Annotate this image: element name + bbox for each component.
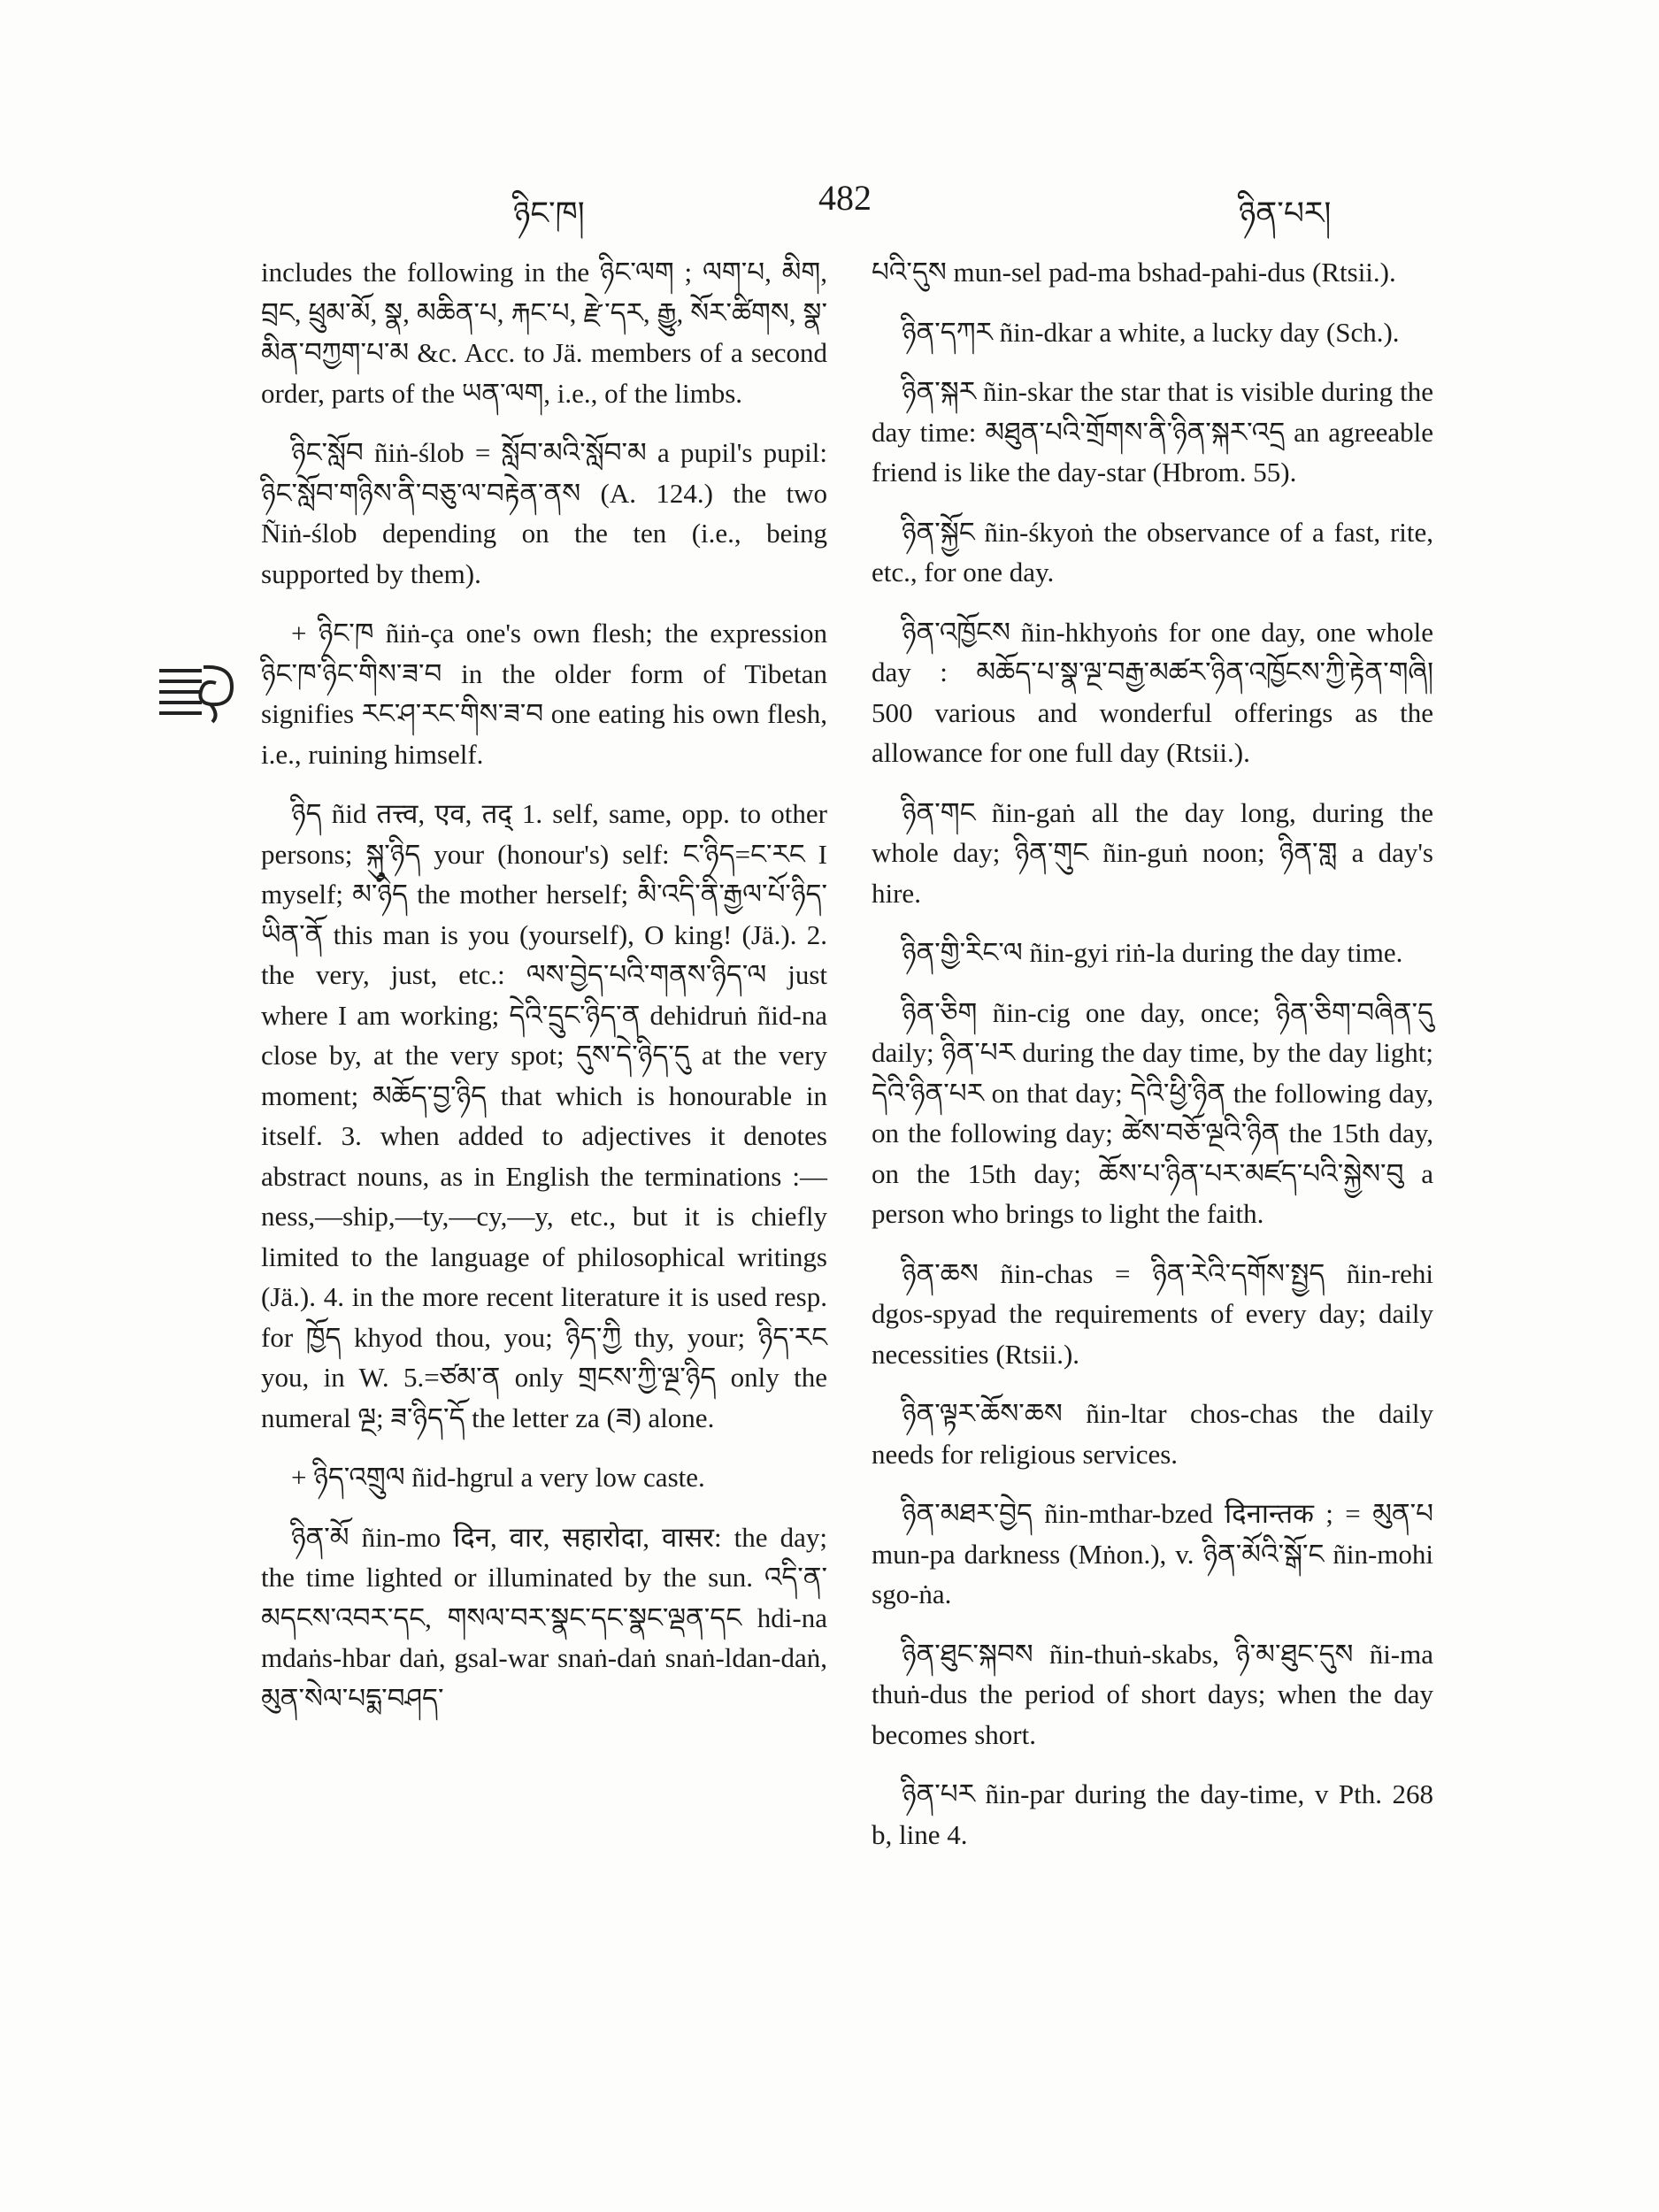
left-column [261,252,827,1738]
entry-nin-hkhyons: ཉིན་འཁྱོངས ñin-hkhyoṅs for one day, one whole day : མཆོད་པ་སྣ་ལྔ་བརྒྱ་མཚར་ཉིན་འཁྱོངས་ཀྱི་རྟེན་གཞི། 500 various and wonderful offerings as the allowance for one full day (Rtsii.). [872,616,1433,768]
entry-nin-ltar-chos-chas: ཉིན་ལྟར་ཆོས་ཆས ñin-ltar chos-chas the daily needs for religious services. [872,1398,1433,1470]
entry-nin-gyi-rin-la: ཉིན་གྱི་རིང་ལ ñin-gyi riṅ-la during the day time. [902,937,1403,968]
entry-nin-ca: + ཉིང་ཁ ñiṅ-ça one's own flesh; the expression ཉིང་ཁ་ཉིང་གིས་ཟ་བ in the older form of Tibetan signifies རང་ཤ་རང་གིས་ཟ་བ one eating his own flesh, i.e., ruining himself. [261,618,827,770]
entry-nin-gan: ཉིན་གང ñin-gaṅ all the day long, during the whole day; ཉིན་གུང ñin-guṅ noon; ཉིན་གླ a day's hire. [872,796,1433,909]
entry-nin-cig: ཉིན་ཅིག ñin-cig one day, once; ཉིན་ཅིག་བཞིན་དུ daily; ཉིན་པར during the day time, by the day light; དེའི་ཉིན་པར on that day; དེའི་ཕྱི་ཉིན the following day, on the following day; ཚེས་བཅོ་ལྔའི་ཉིན the 15th day, on the 15th day; ཆོས་པ་ཉིན་པར་མཛད་པའི་སྐྱེས་བུ a person who brings to light the faith. [872,996,1433,1229]
entry-nin-mo: ཉིན་མོ ñin-mo दिन, वार, सहारोदा, वासर: the day; the time lighted or illuminated by the sun. འདི་ན་མདངས་འབར་དང, གསལ་བར་སྣང་དང་སྣང་ལྡན་དང hdi-na mdaṅs-hbar daṅ, gsal-war snaṅ-daṅ snaṅ-ldan-daṅ, མུན་སེལ་པདྨ་བཤད་ [261,1521,827,1714]
header-left-term: ཉིང་ཁ། [513,196,585,232]
entry-nid-hgrul: + ཉིད་འགྲུལ ñid-hgrul a very low caste. [291,1462,705,1493]
entry-nin-mo-continuation: པའི་དུས mun-sel pad-ma bshad-pahi-dus (Rtsii.). [872,257,1396,288]
entry-nin-skyon: ཉིན་སྐྱོང ñin-śkyoṅ the observance of a fast, rite, etc., for one day. [872,516,1433,588]
entry-limbs-continuation: includes the following in the ཉིང་ལག ; ལག་པ, མིག, བྲང, ཕྲུམ་མོ, སྣ, མཆིན་པ, རྐང་པ, རྫེ་དར, རྒྱུ, སོར་ཚིགས, སྣ་མིན་བཀྱག་པ་མ &c. Acc. to Jä. members of a second order, parts of the ཡན་ལག, i.e., of the limbs. [261,257,827,409]
entry-nin-skar: ཉིན་སྐར ñin-skar the star that is visible during the day time: མཐུན་པའི་གྲོགས་ནི་ཉིན་སྐར་འདྲ an agreeable friend is like the day-star (Hbrom. 55). [872,376,1433,488]
entry-nin-par: ཉིན་པར ñin-par during the day-time, v Pth. 268 b, line 4. [872,1778,1433,1850]
entry-nin-slob: ཉིང་སློབ ñiṅ-ślob = སློབ་མའི་སློབ་མ a pupil's pupil: ཉིང་སློབ་གཉིས་ནི་བཅུ་ལ་བརྟེན་ནས (A. 124.) the two Ñiṅ-ślob depending on the ten (i.e., being supported by them). [261,437,827,589]
entry-nin-mthar-bzed: ཉིན་མཐར་བྱེད ñin-mthar-bzed दिनान्तक ; = མུན་པ mun-pa darkness (Mṅon.), v. ཉིན་མོའི་སྒོ་ང ñin-mohi sgo-ṅa. [872,1498,1433,1609]
page-header [495,177,1433,230]
entry-nin-dkar: ཉིན་དཀར ñin-dkar a white, a lucky day (Sch.). [902,316,1400,348]
entry-nin-thun-skabs: ཉིན་ཐུང་སྐབས ñin-thuṅ-skabs, ཉི་མ་ཐུང་དུས ñi-ma thuṅ-dus the period of short days; when the day becomes short. [872,1638,1433,1750]
entry-nin-chas: ཉིན་ཆས ñin-chas = ཉིན་རེའི་དགོས་སྤྱད ñin-rehi dgos-spyad the requirements of every day; daily necessities (Rtsii.). [872,1257,1433,1370]
header-right-term: ཉིན་པར། [1239,196,1332,232]
page-number: 482 [818,178,872,218]
right-column [872,252,1433,1874]
entry-nid: ཉིད ñid तत्त्व, एव, तद्‌ 1. self, same, opp. to other persons; སྐུ་ཉིད your (honour's) self: ང་ཉིད=ང་རང I myself; མ་ཉིད the mother herself; མི་འདི་ནི་རྒྱལ་པོ་ཉིད་ཡིན་ནོ this man is you (yourself), O king! (Jä.). 2. the very, just, etc.: ལས་བྱེད་པའི་གནས་ཉིད་ལ just where I am working; དེའི་དྲུང་ཉིད་ན dehidruṅ ñid-na close by, at the very spot; དུས་དེ་ཉིད་དུ at the very moment; མཆོད་བྱ་ཉིད that which is honourable in itself. 3. when added to adjectives it denotes abstract nouns, as in English the terminations :—ness,—ship,—ty,—cy,—y, etc., but it is chiefly limited to the language of philosophical writings (Jä.). 4. in the more recent literature it is used resp. for ཁྱོད khyod thou, you; ཉིད་ཀྱི thy, your; ཉིད་རང you, in W. 5.=ཙམ་ན only གྲངས་ཀྱི་ལྔ་ཉིད only the numeral ལྔ; ཟ་ཉིད་དོ the letter za (ཟ) alone. [261,798,827,1433]
hand-index-icon [157,662,239,724]
